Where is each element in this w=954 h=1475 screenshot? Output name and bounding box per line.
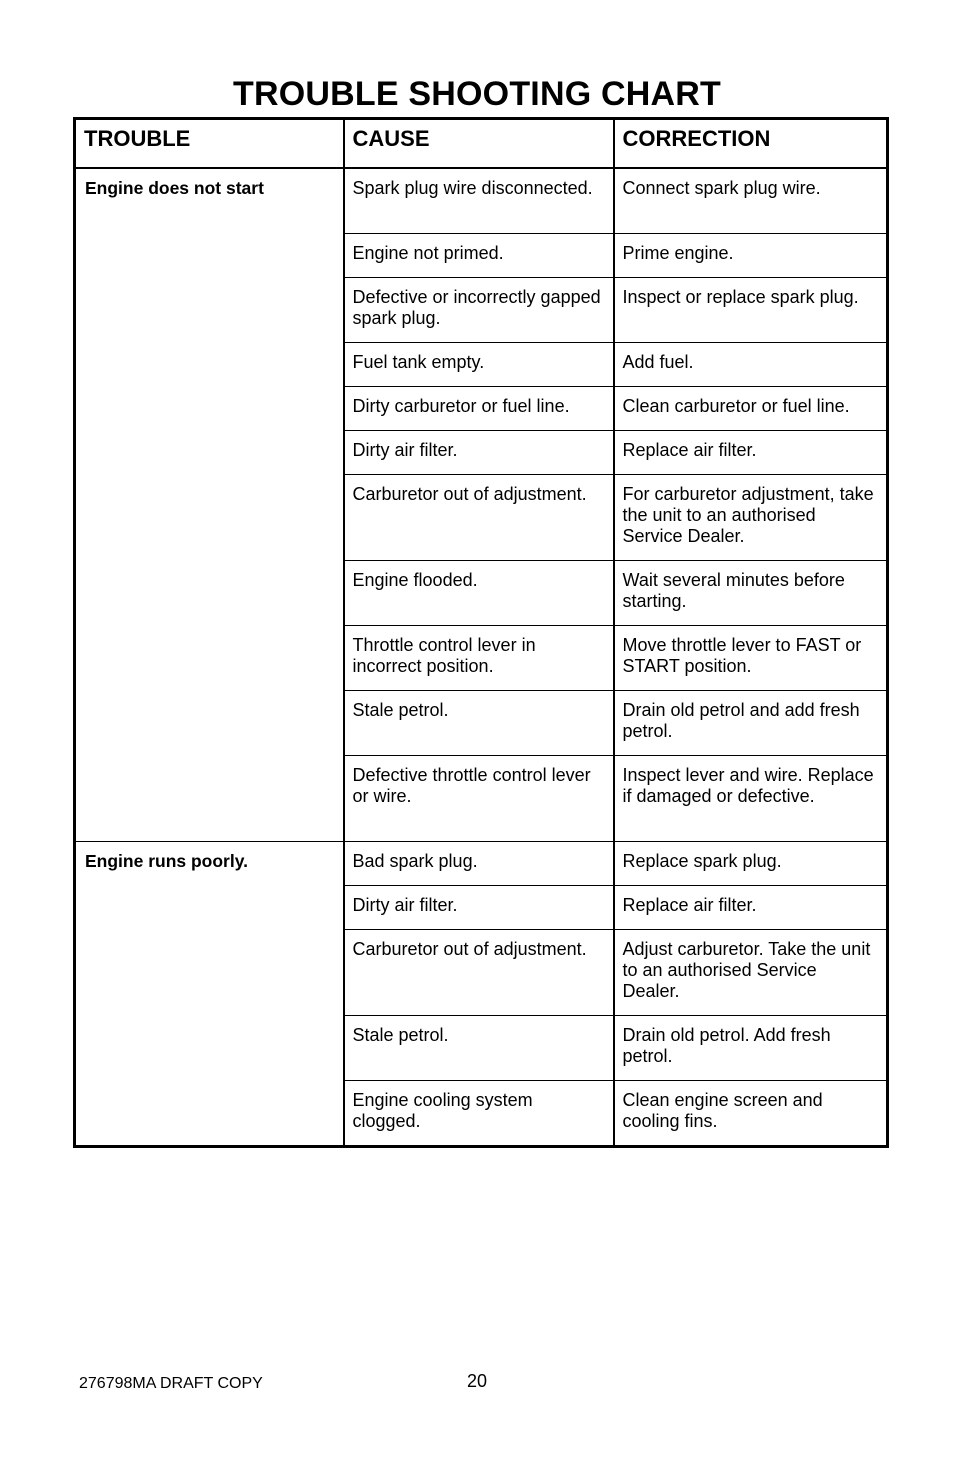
cause-cell: Stale petrol.: [344, 1016, 614, 1081]
cause-cell: Stale petrol.: [344, 691, 614, 756]
cause-cell: Engine not primed.: [344, 234, 614, 278]
correction-cell: Adjust carburetor. Take the unit to an authorised Service Dealer.: [614, 930, 888, 1016]
document-id: 276798MA DRAFT COPY: [79, 1375, 263, 1392]
cause-cell: Engine cooling system clogged.: [344, 1081, 614, 1147]
page-number: 20: [466, 1371, 488, 1391]
correction-cell: Replace air filter.: [614, 886, 888, 930]
correction-cell: For carburetor adjustment, take the unit to an authorised Service Dealer.: [614, 475, 888, 561]
cause-cell: Carburetor out of adjustment.: [344, 475, 614, 561]
cause-cell: Dirty carburetor or fuel line.: [344, 387, 614, 431]
header-cause: CAUSE: [344, 119, 614, 169]
correction-cell: Clean carburetor or fuel line.: [614, 387, 888, 431]
correction-cell: Prime engine.: [614, 234, 888, 278]
correction-cell: Wait several minutes before starting.: [614, 561, 888, 626]
cause-cell: Throttle control lever in incorrect position.: [344, 626, 614, 691]
header-trouble: TROUBLE: [75, 119, 344, 169]
correction-cell: Inspect lever and wire. Replace if damaged or defective.: [614, 756, 888, 842]
cause-cell: Bad spark plug.: [344, 842, 614, 886]
cause-cell: Carburetor out of adjustment.: [344, 930, 614, 1016]
correction-cell: Move throttle lever to FAST or START position.: [614, 626, 888, 691]
trouble-cell: Engine runs poorly.: [75, 842, 344, 1147]
page-title: TROUBLE SHOOTING CHART: [233, 75, 721, 113]
header-row: [75, 119, 888, 169]
cause-cell: Defective throttle control lever or wire.: [344, 756, 614, 842]
cause-cell: Fuel tank empty.: [344, 343, 614, 387]
cause-cell: Dirty air filter.: [344, 886, 614, 930]
correction-cell: Inspect or replace spark plug.: [614, 278, 888, 343]
correction-cell: Replace air filter.: [614, 431, 888, 475]
correction-cell: Drain old petrol. Add fresh petrol.: [614, 1016, 888, 1081]
trouble-cell: Engine does not start: [75, 168, 344, 842]
header-correction: CORRECTION: [614, 119, 888, 169]
table-row: [75, 842, 888, 886]
cause-cell: Defective or incorrectly gapped spark plug.: [344, 278, 614, 343]
correction-cell: Drain old petrol and add fresh petrol.: [614, 691, 888, 756]
trouble-shooting-table: [73, 117, 889, 1148]
cause-cell: Engine flooded.: [344, 561, 614, 626]
correction-cell: Clean engine screen and cooling fins.: [614, 1081, 888, 1147]
correction-cell: Connect spark plug wire.: [614, 168, 888, 234]
correction-cell: Add fuel.: [614, 343, 888, 387]
cause-cell: Spark plug wire disconnected.: [344, 168, 614, 234]
cause-cell: Dirty air filter.: [344, 431, 614, 475]
table-row: [75, 168, 888, 234]
correction-cell: Replace spark plug.: [614, 842, 888, 886]
